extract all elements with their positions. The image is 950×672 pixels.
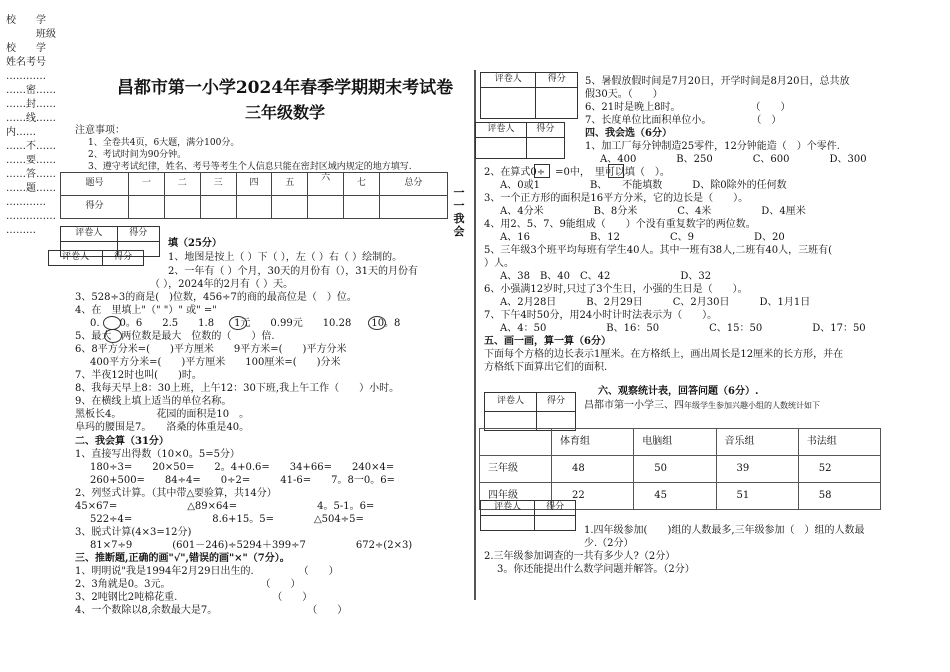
question-line: 0. 0。6 2.5 1.8 1元 0.99元 10.28 10。8 xyxy=(90,318,401,329)
note-item: 1、全卷共4页，6大题，满分100分。 xyxy=(88,138,240,148)
stats-header: 体育组 xyxy=(552,429,634,456)
grader-label: 评卷人 xyxy=(485,393,537,412)
question-line: 6、小强满12岁时,只过了3个生日，小强的生日是（ ）。 xyxy=(484,284,748,295)
score-cell: 题号 xyxy=(61,173,129,196)
question-line: 阜玛的腰围是7。 洛桑的体重是40。 xyxy=(75,422,250,433)
question-line: 5、最大 两位数是最大 位数的（ ）倍. xyxy=(75,331,275,342)
stats-table xyxy=(479,428,881,510)
stats-value: 22 xyxy=(552,483,634,510)
grader-score: 得分 xyxy=(535,501,576,516)
score-cell: 五 xyxy=(272,173,308,196)
question-line: A、4分米 B、8分米 C、4米 D、4厘米 xyxy=(500,206,806,217)
question-line: 3、528÷3的商是( )位数，456÷7的商的最高位是（ ）位。 xyxy=(75,292,357,303)
seal-line-text: ……密…… xyxy=(6,85,56,96)
grader-input[interactable] xyxy=(536,88,578,119)
question-line: A、4：50 B、16：50 C、15：50 D、17：50 xyxy=(500,323,866,334)
question-line: 7、半夜12时也叫( )时。 xyxy=(75,370,202,381)
stats-cell xyxy=(480,429,552,456)
grader-score: 得分 xyxy=(117,227,159,242)
question-line: A、16 B、12 C、9 D、20 xyxy=(500,232,785,243)
seal-line-text: 班级 xyxy=(6,29,56,40)
note-item: 3、遵守考试纪律，姓名、考号等考生个人信息只能在密封区域内规定的地方填写. xyxy=(88,162,412,172)
grader-score: 得分 xyxy=(536,73,578,88)
grader-box xyxy=(480,500,576,531)
question-line: 1、明明说"我是1994年2月29日出生的. （ ） xyxy=(75,566,339,577)
section-heading: 二、我会算（31分） xyxy=(75,436,169,447)
seal-line-text: 校 学 xyxy=(6,43,46,54)
seal-line-text: 内…… xyxy=(6,127,36,138)
seal-line-text: ……题…… xyxy=(6,183,56,194)
stats-header: 书法组 xyxy=(798,429,880,456)
score-cell: 总分 xyxy=(379,173,447,196)
score-cell: 六 xyxy=(308,173,344,196)
note-item: 2、考试时间为90分钟。 xyxy=(88,150,187,160)
question-line: 3、2吨钢比2吨棉花重. （ ） xyxy=(75,592,313,603)
section6-heading: 六、观察统计表，回答问题（6分）. xyxy=(598,386,759,397)
question-line: 假30天。（ ） xyxy=(585,89,663,100)
question-line: （ ），2024年的2月有（ ）天。 xyxy=(150,279,294,290)
section-heading: 四、我会选（6分） xyxy=(585,128,672,139)
question-line: 2、一年有（ ）个月，30天的月份有（），31天的月份有 xyxy=(168,266,418,277)
grader-input[interactable] xyxy=(481,88,536,119)
question-line: 3、一个正方形的面积是16平方分米，它的边长是（ ）。 xyxy=(484,193,749,204)
question-line: 260+500= 84÷4= 0÷2= 41-6= 7。8一0。6= xyxy=(90,475,395,486)
stats-row xyxy=(480,456,881,483)
score-input-cell[interactable] xyxy=(344,196,380,219)
score-input-cell[interactable] xyxy=(200,196,236,219)
score-input-cell[interactable] xyxy=(129,196,165,219)
seal-line-text: 姓名考号 xyxy=(6,57,46,68)
score-input-cell[interactable] xyxy=(379,196,447,219)
score-cell: 七 xyxy=(344,173,380,196)
question-line: 2、3角就是0。3元。 （ ） xyxy=(75,579,301,590)
question-line: 4、用2、5、7、9能组成（ ）个没有重复数字的两位数。 xyxy=(484,219,756,230)
question-line: 9、在横线上填上适当的单位名称。 xyxy=(75,396,232,407)
question-line: 400平方分米=( )平方厘米 100厘米=( )分米 xyxy=(90,357,341,368)
stats-value: 45 xyxy=(634,483,716,510)
stats-caption-small: 年级学生参加兴趣小组的人数统计如下 xyxy=(684,401,820,410)
grader-box xyxy=(48,250,144,266)
question-line: 下面每个方格的边长表示1厘米。在方格纸上，画出周长是12厘米的长方形，并在 xyxy=(484,349,844,360)
question-line: 3。你还能提出什么数学问题并解答。（2分） xyxy=(497,564,695,575)
question-line: 5、三年级3个班平均每班有学生40人。其中一班有38人,二班有40人，三班有( xyxy=(484,245,842,256)
question-line: 6、8平方分米=( )平方厘米 9平方米=( )平方分米 xyxy=(75,344,347,355)
grader-box xyxy=(480,72,578,119)
stats-caption-main: 昌都市第一小学三、四 xyxy=(584,400,684,411)
grader-score: 得分 xyxy=(103,251,144,266)
notes-heading: 注意事项： xyxy=(75,125,125,136)
score-cell: 三 xyxy=(200,173,236,196)
exam-title: 昌都市第一小学2024年春季学期期末考试卷 xyxy=(116,78,454,98)
stats-header-row xyxy=(480,429,881,456)
question-line: 5、暑假放假时间是7月20日，开学时间是8月20日，总共放 xyxy=(585,76,850,87)
grader-score: 得分 xyxy=(536,393,575,412)
section-heading: 五、画一画，算一算（6分） xyxy=(484,336,611,347)
stats-value: 52 xyxy=(798,456,880,483)
question-line: 1、地图是按上（ ）下（ ），左（ ）右（ ）绘制的。 xyxy=(168,252,403,263)
seal-line-column xyxy=(6,14,66,238)
score-input-cell[interactable] xyxy=(272,196,308,219)
question-line: 6、21时是晚上8时。 （ ） xyxy=(585,102,791,113)
grader-label: 评卷人 xyxy=(61,227,118,242)
stats-row-label: 四年级 xyxy=(480,483,552,510)
question-line: 2、列竖式计算。（其中带△要验算，共14分） xyxy=(75,488,277,499)
seal-line-text: 校 学 xyxy=(6,15,46,26)
grader-score: 得分 xyxy=(526,123,564,138)
question-line: A、38 B、40 C、42 D、32 xyxy=(500,271,712,282)
grader-label: 评卷人 xyxy=(481,501,535,516)
score-cell: 四 xyxy=(236,173,272,196)
section-heading: 三、推断题,正确的画"√",错误的画"×"（7分）。 xyxy=(75,553,290,564)
question-line: 4、在 里填上"（" "）" 或" =" xyxy=(75,305,217,316)
seal-line-text: ……要…… xyxy=(6,155,56,166)
question-line: 522÷4= 8.6+15。5= △504÷5= xyxy=(90,514,364,525)
question-line: A、400 B、250 C、600 D、300 xyxy=(600,154,867,165)
seal-line-text: ……… xyxy=(6,225,36,236)
question-line: A、0或1 B、 不能填数 D、除0除外的任何数 xyxy=(500,180,787,191)
stats-value: 39 xyxy=(716,456,798,483)
question-line: ）人。 xyxy=(484,258,514,269)
score-table xyxy=(60,172,448,219)
seal-line-text: ……线…… xyxy=(6,113,56,124)
stats-header: 电脑组 xyxy=(634,429,716,456)
question-line: A、2月28日 B、2月29日 C、2月30日 D、1月1日 xyxy=(500,297,811,308)
question-line: 4、一个数除以8,余数最大是7。 （ ） xyxy=(75,605,348,616)
vertical-section-label: 一 一 我 会 xyxy=(453,186,465,238)
section-heading: 填（25分） xyxy=(168,238,222,249)
stats-value: 58 xyxy=(798,483,880,510)
question-line: 7、下午4时50分，用24小时计时法表示为（ ）。 xyxy=(484,310,718,321)
grader-label: 评卷人 xyxy=(481,73,536,88)
grader-box xyxy=(475,122,565,159)
stats-value: 48 xyxy=(552,456,634,483)
question-line: 黑板长4。 花园的面积是10 。 xyxy=(75,409,250,420)
question-line: 81×7÷9 (601－246)÷5294＋399÷7 672÷(2×3) xyxy=(90,540,413,551)
grader-input[interactable] xyxy=(535,516,576,531)
grader-label: 评卷人 xyxy=(476,123,527,138)
stats-caption xyxy=(584,400,820,413)
grader-input[interactable] xyxy=(526,138,564,159)
question-line: 2.三年级参加调查的一共有多少人?（2分） xyxy=(484,551,676,562)
question-line: 1、直接写出得数（10×0。5=5分） xyxy=(75,449,240,460)
score-header-row xyxy=(61,173,448,196)
question-line: 少.（2分） xyxy=(584,538,634,549)
question-line: 8、我每天早上8：30上班，上午12：30下班,我上午工作（ ）小时。 xyxy=(75,383,400,394)
score-input-cell[interactable] xyxy=(164,196,200,219)
question-line: 1.四年级参加( )组的人数最多,三年级参加（ ）组的人数最 xyxy=(584,525,865,536)
exam-subtitle: 三年级数学 xyxy=(244,103,325,122)
stats-header: 音乐组 xyxy=(716,429,798,456)
question-line: 180÷3= 20×50= 2。4+0.6= 34+66= 240×4= xyxy=(90,462,395,473)
question-line: 1、加工厂每分钟制造25零件，12分钟能造（ ）个零件. xyxy=(585,141,840,152)
seal-line-text: ……不…… xyxy=(6,141,56,152)
seal-line-text: ……封…… xyxy=(6,99,56,110)
question-line: 45×67= △89×64= 4。5-1。6= xyxy=(75,501,375,512)
seal-line-text: …………… xyxy=(6,211,56,222)
score-cell: 得分 xyxy=(61,196,129,219)
stats-value: 51 xyxy=(716,483,798,510)
grader-input[interactable] xyxy=(476,138,527,159)
question-line: 7、长度单位比面积单位小。 （ ） xyxy=(585,115,782,126)
seal-line-text: ………… xyxy=(6,197,46,208)
stats-value: 50 xyxy=(634,456,716,483)
score-cell: 一 xyxy=(129,173,165,196)
score-value-row xyxy=(61,196,448,219)
score-input-cell[interactable] xyxy=(308,196,344,219)
question-line: 3、脱式计算(4×3=12分) xyxy=(75,527,192,538)
score-cell: 二 xyxy=(164,173,200,196)
score-input-cell[interactable] xyxy=(236,196,272,219)
seal-line-text: ……答…… xyxy=(6,169,56,180)
stats-row-label: 三年级 xyxy=(480,456,552,483)
question-line: 方格纸下面算出它们的面积. xyxy=(484,362,608,373)
seal-line-text: ………… xyxy=(6,71,46,82)
grader-input[interactable] xyxy=(481,516,535,531)
question-line: 2、在算式0÷ =0中， 里可以填（ ）。 xyxy=(484,167,670,178)
grader-box xyxy=(484,392,576,431)
grader-label: 评卷人 xyxy=(49,251,103,266)
